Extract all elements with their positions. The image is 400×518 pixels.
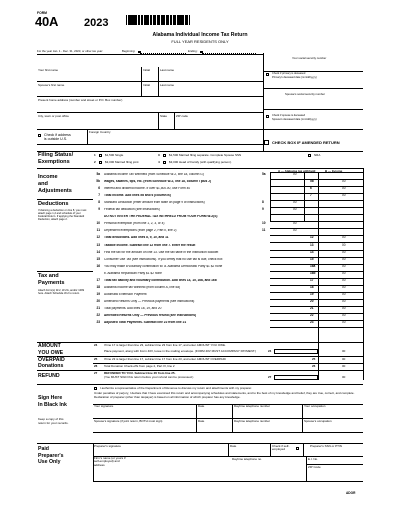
line-description: Total tax liability and voluntary contribution. Add lines 14, 15, 16a, and 16b [104,279,217,283]
cents-suffix: 00 [342,264,346,269]
line-amount-field[interactable] [272,222,302,228]
line-amount-field[interactable] [272,201,302,207]
form-subtitle: FULL YEAR RESIDENTS ONLY [171,39,229,44]
cents-suffix: 00 [342,313,346,318]
line-ref-number: 5b [310,179,314,184]
spouse-initial-label: Initial [143,82,151,87]
line-number: 5a [96,172,100,177]
line-description: Total payments. Add lines 18, 19, and 20 [104,307,162,311]
firm-name-label: Firm's name (or yours if self-employed) and address [94,456,126,467]
line-24-desc-2: Place payment, along with Form 40V, loose in the mailing envelope. (FORM 40V MUST ACCOMPANY PAYMENT.) [104,349,257,353]
cents-suffix: 00 [342,320,346,325]
line-description: DO NOT ENTER THE FEDERAL TAX WITHHELD FROM YOUR FORM W-2(S) [104,215,218,219]
line-amount-field[interactable] [320,258,361,264]
self-employed-label: Check if self-employed [272,444,290,452]
cents-suffix: 00 [293,228,297,233]
line-number: 19 [96,292,100,297]
filing-status-joint: $3,000 Married filing joint [105,160,139,164]
filing-status-joint-checkbox[interactable] [99,161,102,164]
line-amount-field[interactable] [272,229,302,235]
ptin-field[interactable] [305,449,361,455]
address-label: Present home address (number and street or P.O. Box number) [38,97,123,102]
line-description: Alabama income tax withheld (from column A, line 5a) [104,286,181,290]
beginning-label: Beginning: [122,49,136,53]
nra-checkbox[interactable] [308,154,311,157]
initial-label: Initial [143,67,151,72]
spouse-deceased-checkbox[interactable] [266,115,269,118]
line-number: 13 [96,243,100,248]
line-amount-field[interactable] [320,314,361,320]
refund-title: REFUND [38,373,60,379]
line-ref-number: 23 [310,320,314,325]
filing-status-single-checkbox[interactable] [99,154,102,157]
daytime-phone-label: Daytime telephone number [234,404,271,408]
your-signature-field[interactable] [94,409,194,418]
line-ref-number: 12 [310,235,314,240]
filing-status-hof: $3,000 Head of Family (with qualifying person). [169,160,232,164]
primary-deceased-date: Primary's deceased date (mm/dd/yyyy) [272,76,317,80]
line-number: 7 [98,193,100,198]
form-title: Alabama Individual Income Tax Return [152,32,248,38]
line-ref-number: 7 [310,193,312,198]
foreign-country-field[interactable] [89,135,259,143]
line-number: 11 [96,228,100,233]
line-25-desc: If line 23 is larger than line 17, subtract line 17 from line 23, and enter AMOUNT OVERPAID [104,357,226,361]
ptin-label: Preparer's SSN or PTIN [310,444,342,448]
line-ref-number: 11 [262,228,266,233]
ein-label: E.I. No. [308,457,319,461]
column-b-header: B — Income [325,168,343,173]
date-label: Date [198,404,205,408]
spouse-signature-label: Spouse's signature (if joint return, BOTH must sign) [94,418,163,423]
line-amount-field[interactable] [320,279,361,285]
cents-suffix: 00 [342,306,346,311]
line-ref-number: 15 [310,257,314,262]
line-27-amount[interactable] [274,375,318,380]
line-ref-number: 13 [310,243,314,248]
line-amount-field[interactable] [320,251,361,257]
spouse-deceased-label: Check if spouse is deceased [272,114,306,118]
line-description: Dependent exemptions (from page 2, Part II, line 2) [104,229,177,233]
line-amount-field[interactable] [320,236,361,242]
zip-field[interactable] [176,118,260,126]
preparer-signature-field[interactable] [124,445,224,454]
zip-label: ZIP code [176,113,188,118]
last-name-label: Last name [160,67,175,72]
line-ref-number: 6 [310,186,312,191]
cents-suffix: 00 [342,257,346,262]
line-description: Wages, salaries, tips, etc. (from Schedule W-2, line 18, column I plus J) [104,180,211,184]
line-ref-number: 14 [310,250,314,255]
foreign-check-label-2: is outside U.S. [44,137,68,142]
line-description: Standard Deduction (enter amount from table on page 9 of instructions) [104,201,205,205]
authorize-checkbox[interactable] [94,387,97,390]
line-number: 9 [98,207,100,212]
ssn-field[interactable] [266,62,362,70]
filing-status-title: Filing Status/ Exemptions [38,152,74,165]
line-amount-field[interactable] [320,244,361,250]
line-amount-field[interactable] [320,194,361,200]
spouse-ssn-field[interactable] [266,98,362,106]
line-27-desc-2: (You MUST SIGN this return before your refund can be processed.) [104,375,194,379]
filing-status-single: $1,500 Single [105,153,124,157]
cents-suffix: 00 [293,221,297,226]
line-24-amount[interactable] [274,349,318,354]
form-number: 40A [35,14,59,29]
line-description: Consumer Use Tax (see instructions). If you certify that no use tax is due, check box [104,258,223,262]
cents-suffix: 00 [342,250,346,255]
cents-suffix: 00 [342,292,346,297]
line-ref-number: 22 [310,313,314,318]
period-label: For the year Jan. 1 - Dec. 31, 2023, or other tax year: [37,49,104,53]
preparer-signature-label: Preparer's signature [94,444,121,448]
cents-suffix: 00 [342,243,346,248]
spouse-last-label: Last name [160,82,175,87]
authorize-text: I authorize a representative of the Department of Revenue to discuss my return and attachments with my preparer. [100,386,252,390]
foreign-country-label: Foreign Country [89,130,111,134]
line-number: 12 [96,235,100,240]
line-ref-number: 9 [262,207,264,212]
spouse-first-field[interactable] [38,87,140,95]
line-number: 6 [98,186,100,191]
filing-status-hof-checkbox[interactable] [163,161,166,164]
income-title: Income and Adjustments [38,174,72,194]
state-label: State [160,113,168,118]
form-word: FORM [37,11,47,15]
line-number: 17 [96,278,100,283]
ssn-label: Your social security number [292,56,327,60]
spouse-date-label: Date [198,418,205,423]
line-description: Total income. Add lines 5b and 6 (column B) [104,194,171,198]
cents-suffix: 00 [342,193,346,198]
cents-suffix: 00 [342,278,346,283]
line-ref-number: 16a [310,264,316,269]
spouse-signature-field[interactable] [94,423,194,431]
deductions-note: If claiming a deduction on line 8, you must attach page 1,2 and schedule of your Federal Return. If applying the Standard Deduction, attach page 2. [38,209,87,222]
line-description: Amended Returns Only — Previous refund (see instructions) [104,314,197,318]
spouse-last-field[interactable] [160,87,260,95]
line-ref-number: 17 [310,278,314,283]
amended-label: CHECK BOX IF AMENDED RETURN [272,139,340,145]
initial-field[interactable] [143,72,157,80]
line-amount-field[interactable] [320,187,361,193]
amount-you-owe-title: AMOUNT YOU OWE [38,343,64,356]
form-40a-page: FORM 40A 2023 Alabama Individual Income Tax Return FULL YEAR RESIDENTS ONLY For the year Jan. 1 - Dec. 31, 2023, or other tax year: Beginning: Ending: Your social security number Check if primary is deceased Primary's deceased date (mm/dd/yyyy) Spouse's social security number Check if spouse is deceased Spouse's deceased date (mm/dd/yyyy) Your first name Initial Last name Spouse's first name Initial Last name Present home address (number and street or P.O. Box number) City, town or post office State ZIP code Check if address is outside U.S. Foreign Country CHECK BOX IF AMENDED RETURN Filing Status/ Exemptions 1 $1,500 Single 2 $3,000 Married filing joint 3 $1,500 Married filing separate. Complete Spouse SSN 4 $3,000 Head of Family (with qualifying person). NRA A — Alabama tax withheld B — Income Income and Adjustments Deductions If claiming a deduction on line 8, you must attach page 1,2 and schedule of your Federal Return. If applying the Standard Deduction, attach page 2. Tax and Payments Attach Form(s) W-2, W-2G, and/or 1099 here. Attach Schedule W-2 to return. 5a Alabama Income Tax Withheld (from Schedule W-2, line 18, column G) 5a 00 5b Wages, salaries, tips, etc. (from Schedule W-2, line 18, column I plus J) 5b 00 6 Interest and dividend income. If over $1,500.00, use Form 40 6 00 7 Total income. Add lines 5b and 6 (column B) 7 00 8 Standard Deduction (enter amount from table on page 9 of instructions) 8 00 9 Federal tax deduction (see instructions) 9 00 DO NOT ENTER THE FEDERAL TAX WITHHELD FROM YOUR FORM W-2(S) 10 Personal exemption (from line 1, 2, 3, or 4) 10 00 11 Dependent exemptions (from page 2, Part II, line 2) 11 00 12 Total deductions. Add lines 8, 9, 10, and 11 12 00 13 Taxable income. Subtract line 12 from line 7. Enter the result 13 00 14 Find the tax for the amount on line 13. Use the tax table in the Instruction Booklet 14 00 15 Consumer Use Tax (see instructions). If you certify that no use tax is due, check box 15 00 16 You may make a voluntary contribution to: a. Alabama Democratic Party $1 $2 none 16a 00 b. Alabama Republican Party $1 $2 none 16b 00 17 Total tax liability and voluntary contribution. Add lines 14, 15, 16a, and 16b 17 00 18 Alabama income tax withheld (from column A, line 5a) 18 00 19 Automatic Extension Payment 19 00 20 Amended Returns Only — Previous payments (see instructions) 20 00 21 Total payments. Add lines 18, 19, and 20 21 00 22 Amended Returns Only — Previous refund (see instructions) 22 00 23 Adjusted Total Payments. Subtract line 22 from line 21 23 00 AMOUNT YOU OWE 24 If line 17 is larger than line 23, subtract line 23 from line 17, and enter AMOUNT YOU OWE. Place payment, along with Form 40V, loose in the mailing envelope. (FORM 40V MUST ACCOMPANY PAYMENT.) 24 00 OVERPAID Donations 25 If line 23 is larger than line 17, subtract line 17 from line 23, and enter AMOUNT OVERPAID 25 00 26 Total Donation Check-offs from page 2, Part IV, line 2 26 00 REFUND 27 REFUNDED TO YOU. Subtract line 26 from line 25. (You MUST SIGN this return before your refund can be processed.) 27 00 Sign Here In Black Ink Keep a copy of this return for your records. I authorize a representative of the Department of Revenue to discuss my return and attachments with my preparer. Under penalties of perjury, I declare that I have examined this return and accompanying schedules and statements, and to the best of my knowledge and belief, they are true, correct, and complete. Declaration of preparer (other than taxpayer) is based on all information of which preparer has any knowledge. Your signature Date Daytime telephone number Your occupation Spouse's signature (if joint return, BOTH must sign) Date Daytime telephone number Spouse's occupation Paid Preparer's Use Only Preparer's signature Date Check if self-employed Preparer's SSN or PTIN Firm's name (or yours if self-employed) and address Daytime telephone no. E.I. No. ZIP Code ADOR [0,0,400,518]
line-ref-number: 8 [262,200,264,205]
last-name-field[interactable] [160,72,260,80]
line-number: 5b [96,179,100,184]
city-field[interactable] [38,118,156,126]
line-amount-field[interactable] [272,208,302,214]
preparer-zip-label: ZIP Code [308,465,321,469]
line-number: 21 [96,306,100,311]
line-description: b. Alabama Republican Party $1 $2 none [104,272,162,276]
keep-copy-note: Keep a copy of this return for your records. [38,417,69,425]
line-ref-number: 16b [310,271,316,276]
foreign-address-checkbox[interactable] [38,134,41,137]
filing-status-separate-checkbox[interactable] [163,154,166,157]
line-description: Alabama Income Tax Withheld (from Schedule W-2, line 18, column G) [104,173,204,177]
line-number: 14 [96,250,100,255]
line-description: Interest and dividend income. If over $1,500.00, use Form 40 [104,187,191,191]
cents-suffix: 00 [342,186,346,191]
spouse-phone-label: Daytime telephone number [234,418,271,423]
line-number: 18 [96,285,100,290]
foreign-check-label: Check if address [44,133,71,137]
line-rule [270,327,363,328]
line-ref-number: 20 [310,299,314,304]
cents-suffix: 00 [342,299,346,304]
line-amount-field[interactable] [320,286,361,292]
perjury-statement: Under penalties of perjury, I declare that I have examined this return and accompanying schedules and statements, and to the best of my knowledge and belief, they are true, correct, and complete. Declaration of preparer (other than taxpayer) is based on all information of which preparer has any knowledge. [94,391,355,399]
spouse-initial-field[interactable] [143,87,157,95]
payments-note: Attach Form(s) W-2, W-2G, and/or 1099 here. Attach Schedule W-2 to return. [38,289,85,296]
line-number: 10 [96,221,100,226]
tax-payments-title: Tax and Payments [38,273,65,286]
line-amount-field[interactable] [320,180,361,186]
line-ref-number: 21 [310,306,314,311]
line-ref-number: 18 [310,285,314,290]
overpaid-title: OVERPAID Donations [38,356,65,369]
self-employed-checkbox[interactable] [296,447,299,450]
line-number: 22 [96,313,100,318]
line-description: Federal tax deduction (see instructions) [104,208,160,212]
cents-suffix: 00 [293,207,297,212]
line-ref-number: 10 [262,221,266,226]
spouse-first-label: Spouse's first name [38,82,65,87]
line-24-desc: If line 17 is larger than line 23, subtract line 23 from line 17, and enter AMOUNT YOU OWE. [104,343,226,347]
column-a-header: A — Alabama tax withheld [278,168,316,173]
line-description: Total deductions. Add lines 8, 9, 10, and 11 [104,236,169,240]
line-amount-field[interactable] [320,300,361,306]
preparer-date-label: Date [230,444,237,448]
cents-suffix: 00 [293,172,297,177]
preparer-phone-field[interactable] [262,457,302,463]
line-26-desc: Total Donation Check-offs from page 2, Part IV, line 2 [104,363,175,368]
preparer-phone-label: Daytime telephone no. [232,457,263,461]
preparer-title: Paid Preparer's Use Only [38,446,64,465]
cents-suffix: 00 [342,285,346,290]
line-amount-field[interactable] [320,272,361,278]
firm-name-field[interactable] [130,457,230,465]
cents-suffix: 00 [293,200,297,205]
cents-suffix: 00 [342,271,346,276]
line-number: 23 [96,320,100,325]
line-ref-number: 5a [262,172,266,177]
sign-here-title: Sign Here In Black Ink [38,395,67,408]
primary-deceased-label: Check if primary is deceased [272,72,306,76]
line-number: 20 [96,299,100,304]
line-description: Amended Returns Only — Previous payments (see instructions) [104,300,195,304]
line-number: 15 [96,257,100,262]
line-description: Personal exemption (from line 1, 2, 3, or 4) [104,222,165,226]
line-number: 8 [98,200,100,205]
line-number: 16 [96,264,100,269]
cents-suffix: 00 [342,179,346,184]
line-description: Automatic Extension Payment [104,293,147,297]
your-signature-label: Your signature [94,404,114,408]
spouse-ssn-label: Spouse's social security number [285,92,326,96]
line-amount-field[interactable] [320,307,361,313]
amended-return-checkbox[interactable] [264,140,269,145]
address-field[interactable] [38,102,260,110]
tax-year: 2023 [84,17,109,29]
footer-code: ADOR [346,491,356,495]
spouse-deceased-date: Spouse's deceased date (mm/dd/yyyy) [272,118,317,122]
city-label: City, town or post office [38,113,69,118]
line-description: Adjusted Total Payments. Subtract line 22 from line 21 [104,321,187,325]
line-amount-field[interactable] [320,293,361,299]
line-ref-number: 19 [310,292,314,297]
first-name-field[interactable] [38,72,140,80]
deductions-title: Deductions [38,201,69,207]
ending-label: Ending: [188,49,198,53]
state-field[interactable] [160,118,173,126]
line-description: Taxable income. Subtract line 12 from line 7. Enter the result [104,244,196,248]
line-amount-field[interactable] [320,265,361,271]
cents-suffix: 00 [342,235,346,240]
line-amount-field[interactable] [320,321,361,327]
barcode [126,15,190,25]
line-description: You may make a voluntary contribution to: a. Alabama Democratic Party $1 $2 none [104,265,223,269]
line-amount-field[interactable] [272,173,302,179]
line-description: Find the tax for the amount on line 13. Use the tax table in the Instruction Booklet [104,251,219,255]
spouse-occupation-label: Spouse's occupation [304,418,332,423]
line-27-desc: REFUNDED TO YOU. Subtract line 26 from line 25. [104,370,176,375]
first-name-label: Your first name [38,67,59,72]
filing-status-separate: $1,500 Married filing separate. Complete Spouse SSN [169,153,242,157]
occupation-label: Your occupation [304,404,326,408]
nra-label: NRA [314,153,321,157]
primary-deceased-checkbox[interactable] [266,73,269,76]
